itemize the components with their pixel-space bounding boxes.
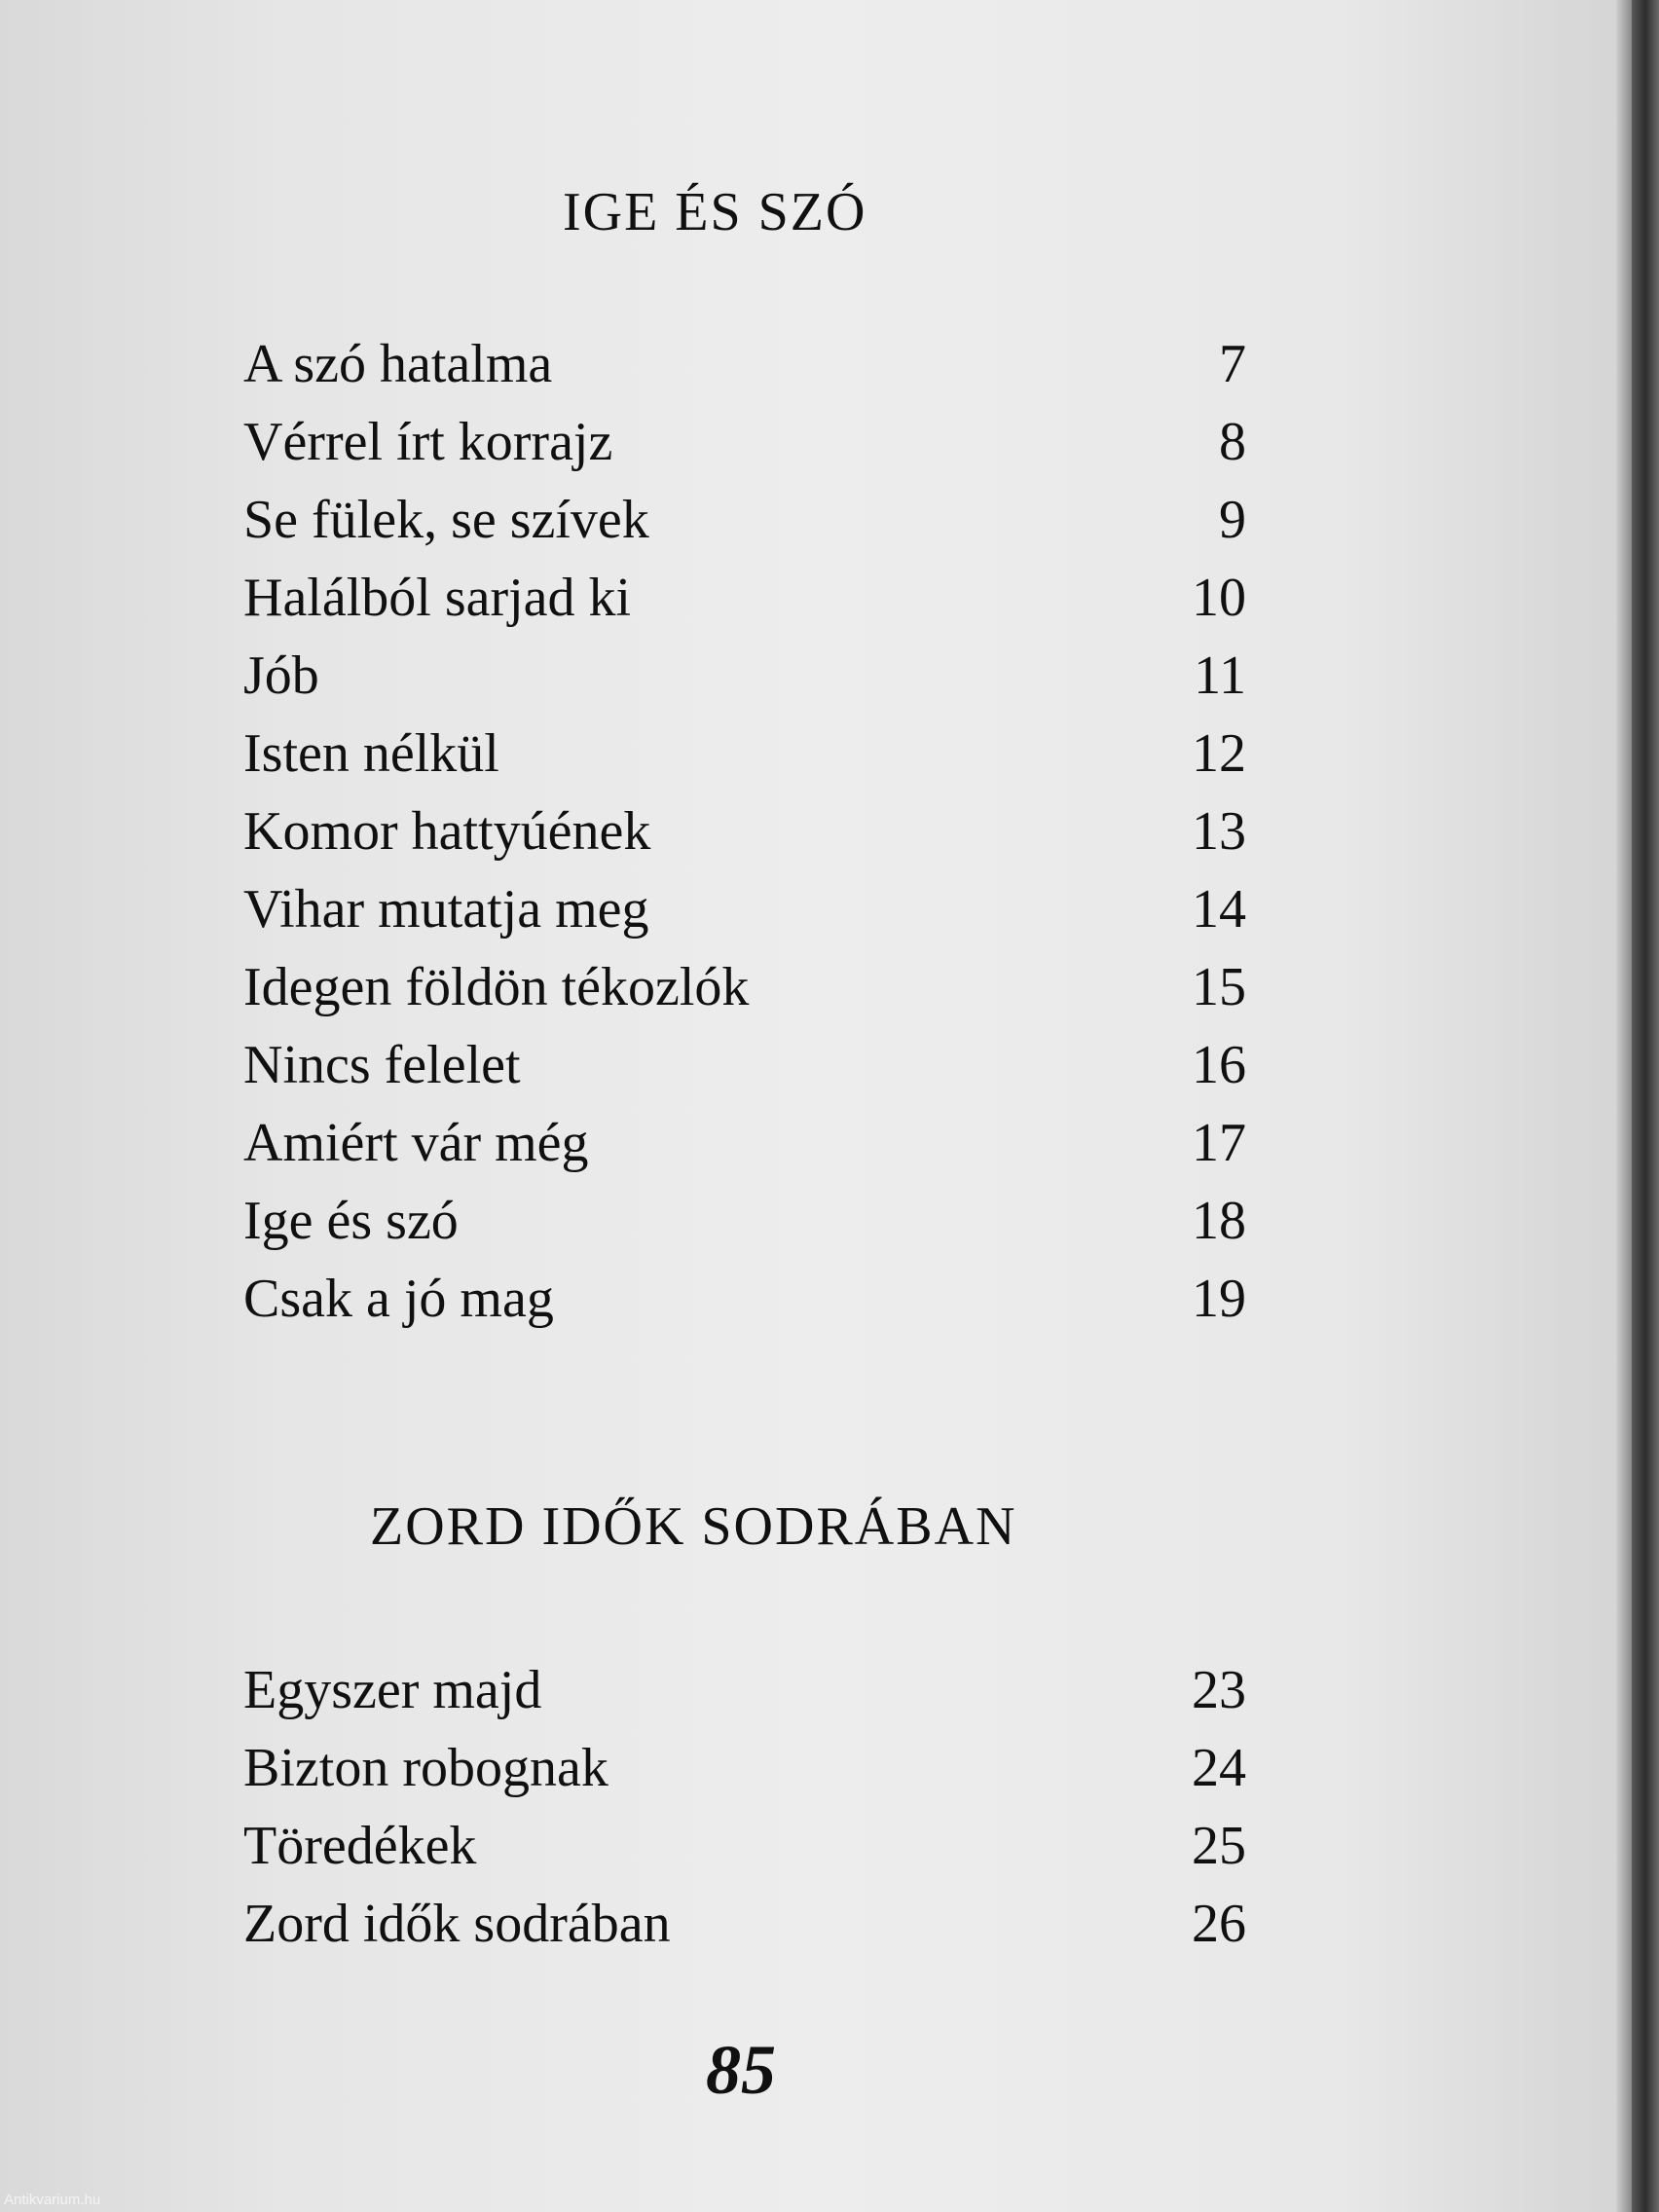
toc-entry [243,1651,1246,1729]
toc-entry [243,1807,1246,1885]
toc-entry-title: Vihar mutatja meg [243,879,649,940]
toc-entry-title: Zord idők sodrában [243,1894,671,1954]
toc-entry-page: 12 [1192,723,1246,784]
toc-entry-page: 24 [1192,1738,1246,1798]
toc-entry [243,1260,1246,1338]
toc-entry [243,870,1246,948]
section-title-ige-es-szo: IGE ÉS SZÓ [563,182,867,242]
page-number: 85 [706,2031,776,2109]
toc-entry [243,1729,1246,1807]
toc-entry [243,559,1246,637]
toc-entry-title: Amiért vár még [243,1113,589,1173]
toc-entry [243,325,1246,403]
toc-entry [243,1026,1246,1104]
section-title-zord-idok-sodraban: ZORD IDŐK SODRÁBAN [370,1496,1017,1557]
toc-entry-page: 15 [1192,957,1246,1017]
toc-list-ige-es-szo [243,325,1246,1338]
toc-entry-title: Nincs felelet [243,1035,521,1095]
toc-entry-page: 18 [1192,1191,1246,1251]
toc-entry [243,481,1246,559]
toc-entry-title: Vérrel írt korrajz [243,412,613,472]
toc-entry [243,1104,1246,1182]
toc-entry-title: Ige és szó [243,1191,459,1251]
toc-entry-page: 23 [1192,1660,1246,1720]
toc-entry-title: Isten nélkül [243,723,499,784]
toc-entry [243,637,1246,715]
toc-entry [243,715,1246,793]
toc-entry-page: 25 [1192,1816,1246,1876]
toc-entry-title: Se fülek, se szívek [243,490,649,550]
toc-entry-page: 17 [1192,1113,1246,1173]
toc-entry-title: Idegen földön tékozlók [243,957,750,1017]
toc-entry [243,1182,1246,1260]
book-spine [1632,0,1659,2212]
toc-entry-page: 8 [1219,412,1246,472]
toc-entry [243,948,1246,1026]
page-edge-shadow [1616,0,1632,2212]
toc-entry-title: Komor hattyúének [243,801,651,862]
toc-entry-title: Halálból sarjad ki [243,568,632,628]
toc-entry-page: 11 [1194,645,1246,706]
toc-entry-page: 13 [1192,801,1246,862]
toc-entry-page: 7 [1219,334,1246,394]
toc-entry-title: Bizton robognak [243,1738,608,1798]
toc-entry-title: Töredékek [243,1816,477,1876]
toc-entry [243,793,1246,870]
toc-entry-title: Jób [243,645,319,706]
toc-entry-page: 19 [1192,1269,1246,1329]
toc-entry-title: A szó hatalma [243,334,553,394]
toc-entry [243,403,1246,481]
toc-entry-page: 14 [1192,879,1246,940]
toc-entry-page: 10 [1192,568,1246,628]
watermark-text: Antikvarium.hu [4,2192,101,2208]
toc-entry-title: Csak a jó mag [243,1269,554,1329]
toc-entry-title: Egyszer majd [243,1660,542,1720]
toc-entry-page: 16 [1192,1035,1246,1095]
toc-entry-page: 9 [1219,490,1246,550]
toc-entry [243,1885,1246,1963]
toc-entry-page: 26 [1192,1894,1246,1954]
toc-list-zord-idok-sodraban [243,1651,1246,1963]
